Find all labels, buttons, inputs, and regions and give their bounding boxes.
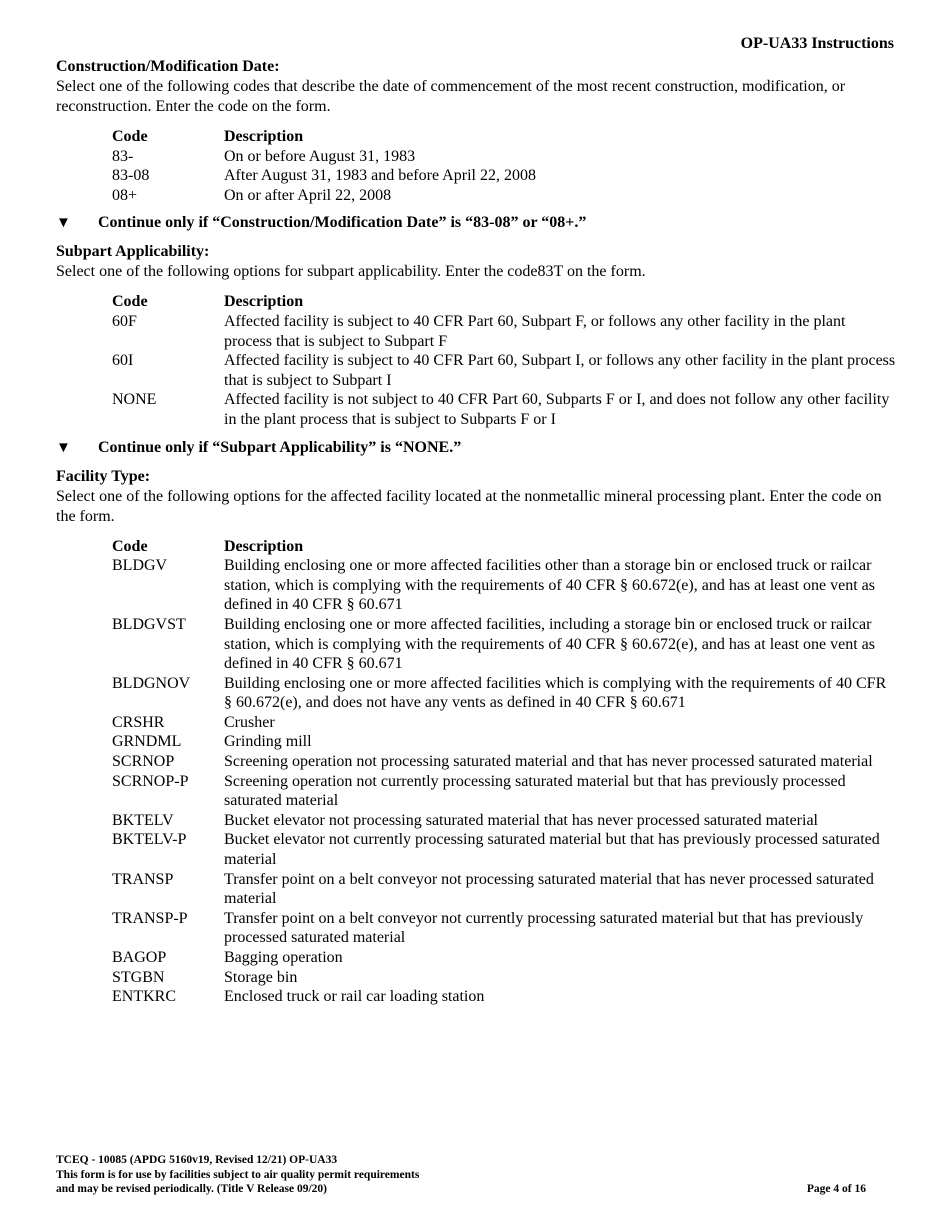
- description-cell: Grinding mill: [224, 733, 312, 751]
- page-header-title: OP-UA33 Instructions: [740, 35, 894, 52]
- table-row: [112, 732, 896, 752]
- code-cell: GRNDML: [112, 733, 182, 751]
- section-title: Construction/Modification Date:: [56, 58, 280, 75]
- code-cell: 83-08: [112, 167, 150, 185]
- section-intro: Select one of the following options for subpart applicability. Enter the code83T on the form.: [56, 263, 646, 281]
- section-facility-type: [56, 467, 896, 1007]
- table-row: [112, 752, 896, 772]
- description-cell: Affected facility is subject to 40 CFR Part 60, Subpart F, or follows any other facility in the plant process that is subject to Subpart F: [224, 312, 846, 350]
- description-cell: Storage bin: [224, 968, 298, 986]
- description-cell: Screening operation not processing saturated material and that has never processed saturated material: [224, 753, 873, 771]
- table-row: [112, 870, 896, 909]
- table-row: [112, 674, 896, 713]
- section-intro: Select one of the following codes that describe the date of commencement of the most recent construction, modification, or reconstruction. Enter the code on the form.: [56, 78, 846, 115]
- description-cell: Affected facility is subject to 40 CFR Part 60, Subpart I, or follows any other facility in the plant process that is subject to Subpart I: [224, 352, 896, 389]
- continue-note-text: Continue only if “Construction/Modification Date” is “83-08” or “08+.”: [98, 214, 587, 232]
- footer-line: and may be revised periodically. (Title V Release 09/20): [56, 1183, 327, 1195]
- table-row: [112, 948, 896, 968]
- code-cell: BLDGVST: [112, 615, 186, 633]
- table-row: [112, 772, 896, 811]
- code-cell: 60F: [112, 312, 137, 330]
- code-cell: CRSHR: [112, 713, 165, 731]
- down-triangle-icon: ▼: [56, 439, 71, 456]
- continue-note-text: Continue only if “Subpart Applicability” is “NONE.”: [98, 438, 462, 456]
- description-cell: Transfer point on a belt conveyor not currently processing saturated material but that has previously processed saturated material: [224, 909, 864, 947]
- section-subpart-applicability: [56, 242, 896, 457]
- description-cell: On or before August 31, 1983: [224, 147, 416, 165]
- code-cell: TRANSP-P: [112, 909, 188, 927]
- column-header-description: Description: [224, 293, 304, 311]
- description-cell: Building enclosing one or more affected facilities other than a storage bin or enclosed truck or railcar station, which is complying with the requirements of 40 CFR § 60.672(e), and has at least one vent as defined in 40 CFR § 60.671: [224, 557, 875, 614]
- table-row: [112, 556, 896, 615]
- description-cell: On or after April 22, 2008: [224, 186, 392, 204]
- page-number: Page 4 of 16: [806, 1183, 866, 1195]
- section-construction-date: [56, 57, 896, 233]
- column-header-code: Code: [112, 128, 148, 145]
- description-cell: Bucket elevator not currently processing saturated material but that has previously processed saturated material: [224, 831, 880, 869]
- code-cell: STGBN: [112, 968, 165, 986]
- code-cell: SCRNOP: [112, 753, 175, 771]
- code-table: [112, 127, 896, 205]
- code-cell: BKTELV: [112, 811, 174, 829]
- description-cell: Bucket elevator not processing saturated material that has never processed saturated material: [224, 811, 818, 829]
- description-cell: Building enclosing one or more affected facilities which is complying with the requirements of 40 CFR § 60.672(e), and does not have any vents as defined in 40 CFR § 60.671: [224, 674, 887, 712]
- code-cell: 08+: [112, 186, 138, 204]
- code-cell: SCRNOP-P: [112, 772, 189, 790]
- table-row: [112, 186, 896, 206]
- code-table: [112, 537, 896, 1007]
- table-row: [112, 987, 896, 1007]
- table-row: [112, 166, 896, 186]
- code-cell: BAGOP: [112, 949, 167, 966]
- code-cell: TRANSP: [112, 870, 174, 888]
- table-row: [112, 830, 896, 869]
- column-header-description: Description: [224, 128, 304, 145]
- code-cell: BKTELV-P: [112, 831, 187, 849]
- description-cell: Screening operation not currently processing saturated material but that has previously processed saturated material: [224, 772, 846, 810]
- table-row: [112, 351, 896, 390]
- table-row: [112, 147, 896, 167]
- section-intro: Select one of the following options for the affected facility located at the nonmetallic mineral processing plant. Enter the code on the form.: [56, 487, 882, 525]
- table-header-row: [112, 537, 896, 557]
- continue-note: [56, 213, 896, 233]
- table-header-row: [112, 292, 896, 312]
- down-triangle-icon: ▼: [56, 215, 71, 232]
- column-header-code: Code: [112, 293, 148, 311]
- column-header-description: Description: [224, 537, 304, 555]
- table-row: [112, 390, 896, 429]
- table-row: [112, 968, 896, 988]
- description-cell: Transfer point on a belt conveyor not processing saturated material that has never processed saturated material: [224, 870, 874, 908]
- code-table: [112, 292, 896, 429]
- description-cell: Bagging operation: [224, 949, 343, 966]
- code-cell: 60I: [112, 352, 134, 370]
- footer-form-info: [56, 1153, 419, 1197]
- table-row: [112, 811, 896, 831]
- description-cell: Enclosed truck or rail car loading station: [224, 988, 485, 1006]
- code-cell: ENTKRC: [112, 988, 176, 1006]
- column-header-code: Code: [112, 537, 148, 555]
- description-cell: Crusher: [224, 713, 275, 731]
- table-header-row: [112, 127, 896, 147]
- code-cell: 83-: [112, 147, 134, 165]
- document-body: [56, 57, 896, 1007]
- description-cell: After August 31, 1983 and before April 22, 2008: [224, 167, 536, 185]
- table-row: [112, 615, 896, 674]
- section-title: Subpart Applicability:: [56, 243, 210, 261]
- section-title: Facility Type:: [56, 467, 151, 485]
- code-cell: NONE: [112, 391, 157, 409]
- continue-note: [56, 438, 896, 458]
- table-row: [112, 909, 896, 948]
- code-cell: BLDGV: [112, 557, 168, 575]
- description-cell: Building enclosing one or more affected facilities, including a storage bin or enclosed truck or railcar station, which is complying with the requirements of 40 CFR § 60.672(e), and has at least one vent as defined in 40 CFR § 60.671: [224, 615, 875, 673]
- code-cell: BLDGNOV: [112, 674, 191, 692]
- table-row: [112, 312, 896, 351]
- table-row: [112, 713, 896, 733]
- footer-line: This form is for use by facilities subject to air quality permit requirements: [56, 1168, 420, 1181]
- footer-line: TCEQ - 10085 (APDG 5160v19, Revised 12/21) OP-UA33: [56, 1154, 338, 1166]
- description-cell: Affected facility is not subject to 40 CFR Part 60, Subparts F or I, and does not follow any other facility in the plant process that is subject to Subparts F or I: [224, 391, 890, 428]
